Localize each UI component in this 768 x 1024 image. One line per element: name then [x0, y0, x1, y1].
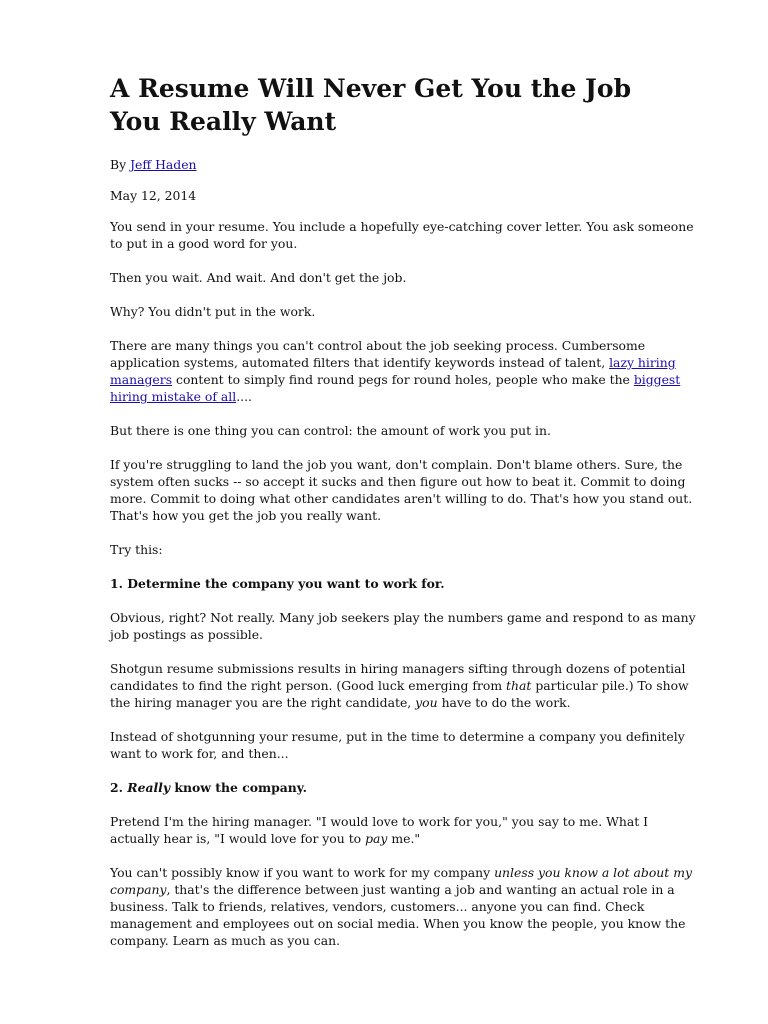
paragraph-12-part-b: , that's the difference between just wanting a job and wanting an actual role in a business. Talk to friends, relatives, vendors, customers... anyone you can find. Check management and employees out on social media. When you know the people, you know the company. Learn as much as you can.: [110, 882, 686, 948]
lazy-hiring-managers-link[interactable]: lazy hiring managers: [110, 355, 676, 387]
paragraph-12-emphasis: unless you know a lot about my company: [110, 865, 692, 897]
paragraph-11-part-b: me.": [391, 831, 421, 846]
paragraph-5: But there is one thing you can control: the amount of work you put in.: [110, 423, 551, 438]
paragraph-7: Try this:: [110, 542, 163, 557]
paragraph-10: Instead of shotgunning your resume, put in the time to determine a company you definitely want to work for, and then...: [110, 729, 685, 761]
byline: [110, 156, 698, 173]
paragraph-9-emphasis-1: that: [506, 678, 532, 693]
paragraph-3: Why? You didn't put in the work.: [110, 304, 316, 319]
paragraph-2: Then you wait. And wait. And don't get the job.: [110, 270, 407, 285]
heading-1: 1. Determine the company you want to work for.: [110, 576, 445, 591]
paragraph-9: [110, 660, 698, 711]
paragraph-4-part-b: content to simply find round pegs for round holes, people who make the: [176, 372, 630, 387]
paragraph-11-emphasis: pay: [365, 831, 388, 846]
paragraph-11: [110, 813, 698, 847]
by-label: By: [110, 157, 127, 172]
heading-2-emphasis: Really: [127, 780, 171, 795]
paragraph-4: [110, 337, 698, 405]
paragraph-8: Obvious, right? Not really. Many job seekers play the numbers game and respond to as many job postings as possible.: [110, 610, 696, 642]
biggest-hiring-mistake-link[interactable]: biggest hiring mistake of all: [110, 372, 681, 404]
paragraph-9-emphasis-2: you: [415, 695, 438, 710]
heading-2-number: 2.: [110, 780, 123, 795]
paragraph-9-part-c: have to do the work.: [441, 695, 571, 710]
paragraph-4-part-a: There are many things you can't control about the job seeking process. Cumbersome application systems, automated filters that identify keywords instead of talent,: [110, 338, 646, 370]
paragraph-4-part-c: ....: [236, 389, 252, 404]
author-link[interactable]: Jeff Haden: [130, 157, 197, 172]
paragraph-9-part-a: Shotgun resume submissions results in hiring managers sifting through dozens of potential candidates to find the right person. (Good luck emerging from: [110, 661, 686, 693]
paragraph-12-part-a: You can't possibly know if you want to work for my company: [110, 865, 491, 880]
heading-2-rest: know the company.: [174, 780, 307, 795]
paragraph-12: [110, 864, 698, 949]
paragraph-6: If you're struggling to land the job you want, don't complain. Don't blame others. Sure, the system often sucks -- so accept it sucks and then figure out how to beat it. Commit to doing more. Commit to doing what other candidates aren't willing to do. That's how you stand out. That's how you get the job you really want.: [110, 457, 693, 523]
paragraph-11-part-a: Pretend I'm the hiring manager. "I would love to work for you," you say to me. What I actually hear is, "I would love for you to: [110, 814, 649, 846]
paragraph-9-part-b: particular pile.) To show the hiring manager you are the right candidate,: [110, 678, 689, 710]
article-title: A Resume Will Never Get You the Job You Really Want: [110, 74, 632, 136]
publish-date: May 12, 2014: [110, 188, 197, 203]
paragraph-1: You send in your resume. You include a hopefully eye-catching cover letter. You ask someone to put in a good word for you.: [110, 219, 694, 251]
heading-2: [110, 779, 698, 796]
